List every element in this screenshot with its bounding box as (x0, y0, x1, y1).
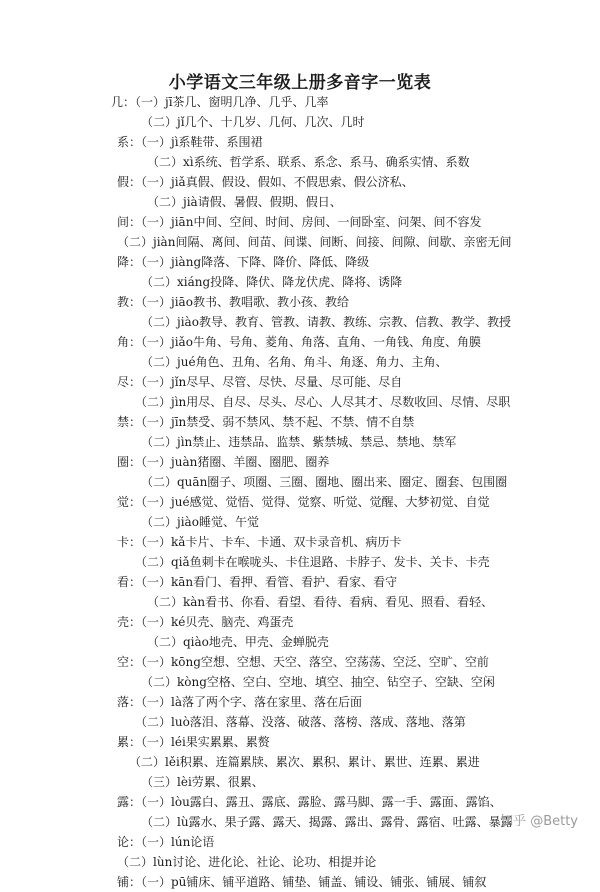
list-line: （二）jué角色、丑角、名角、角斗、角逐、角力、主角、 (141, 355, 448, 369)
list-line: 觉：（一）jué感觉、觉悟、觉得、觉察、听觉、觉醒、大梦初觉、自觉 (117, 495, 490, 509)
list-line: 几：（一）jī茶几、窗明几净、几乎、几率 (111, 95, 329, 109)
list-line: （二）lěi积累、连篇累牍、累次、累积、累计、累世、连累、累进 (129, 755, 480, 769)
list-line: （二）lùn讨论、进化论、社论、论功、相提并论 (117, 855, 377, 869)
list-line: 假：（一）jiǎ真假、假设、假如、不假思索、假公济私、 (117, 175, 414, 189)
list-line: 教：（一）jiāo教书、教唱歌、教小孩、教给 (117, 295, 349, 309)
list-line: （二）luò落泪、落幕、没落、破落、落榜、落成、落地、落第 (135, 715, 466, 729)
list-line: 论：（一）lún论语 (117, 835, 215, 849)
page-title: 小学语文三年级上册多音字一览表 (168, 73, 432, 93)
list-line: （二）kòng空格、空白、空地、填空、抽空、钻空子、空缺、空闲 (141, 675, 495, 689)
list-line: 尽：（一）jǐn尽早、尽管、尽快、尽量、尽可能、尽自 (117, 375, 403, 389)
list-line: （二）jǐ几个、十几岁、几何、几次、几时 (141, 115, 365, 129)
list-line: 看：（一）kān看门、看押、看管、看护、看家、看守 (117, 575, 398, 589)
list-line: （二）kàn看书、你看、看望、看待、看病、看见、照看、看轻、 (147, 595, 494, 609)
list-line: （二）jiàn间隔、离间、间苗、间谍、间断、间接、间隙、间歇、亲密无间 (117, 235, 512, 249)
list-line: （二）jìn禁止、违禁品、监禁、紫禁城、禁忌、禁地、禁军 (141, 435, 457, 449)
list-line: （二）lù露水、果子露、露天、揭露、露出、露骨、露宿、吐露、暴露 (141, 815, 513, 829)
list-line: （二）jìn用尽、自尽、尽头、尽心、人尽其才、尽数收回、尽情、尽职 (135, 395, 511, 409)
list-line: 空：（一）kōng空想、空想、天空、落空、空荡荡、空泛、空旷、空前 (117, 655, 489, 669)
list-line: （二）xì系统、哲学系、联系、系念、系马、确系实情、系数 (147, 155, 470, 169)
list-line: 间：（一）jiān中间、空间、时间、房间、一间卧室、问架、间不容发 (117, 215, 482, 229)
list-line: 壳：（一）ké贝壳、脑壳、鸡蛋壳 (117, 615, 294, 629)
list-line: （二）jià请假、暑假、假期、假日、 (147, 195, 342, 209)
list-line: 禁：（一）jīn禁受、弱不禁风、禁不起、不禁、情不自禁 (117, 415, 415, 429)
list-line: （二）jiào睡觉、午觉 (141, 515, 259, 529)
list-line: 降：（一）jiàng降落、下降、降价、降低、降级 (117, 255, 370, 269)
list-line: 系：（一）jì系鞋带、系围裙 (117, 135, 263, 149)
list-line: 铺：（一）pū铺床、铺平道路、铺垫、铺盖、铺设、铺张、铺展、铺叙 (117, 875, 487, 889)
list-line: 露：（一）lòu露白、露丑、露底、露脸、露马脚、露一手、露面、露馅、 (117, 795, 502, 809)
list-line: （三）lèi劳累、很累、 (141, 775, 264, 789)
list-line: 落：（一）là落了两个字、落在家里、落在后面 (117, 695, 362, 709)
list-line: 角：（一）jiǎo牛角、号角、菱角、角落、直角、一角钱、角度、角膜 (117, 335, 481, 349)
list-line: 圈：（一）juàn猪圈、羊圈、圈肥、圈养 (117, 455, 330, 469)
list-line: （二）xiáng投降、降伏、降龙伏虎、降将、诱降 (141, 275, 403, 289)
list-line: （二）quān圈子、项圈、三圈、圈地、圈出来、圈定、圈套、包围圈 (141, 475, 508, 489)
list-line: 累：（一）léi果实累累、累赘 (117, 735, 270, 749)
zhihu-watermark: 知乎 @Betty (500, 814, 578, 829)
list-line: （二）qiǎ鱼刺卡在喉咙头、卡住退路、卡脖子、发卡、关卡、卡壳 (135, 555, 490, 569)
list-line: （二）jiào教导、教育、管教、请教、教练、宗教、信教、教学、教授 (141, 315, 511, 329)
list-line: 卡：（一）kǎ卡片、卡车、卡通、双卡录音机、病历卡 (117, 535, 402, 549)
list-line: （二）qiào地壳、甲壳、金蝉脱壳 (147, 635, 329, 649)
